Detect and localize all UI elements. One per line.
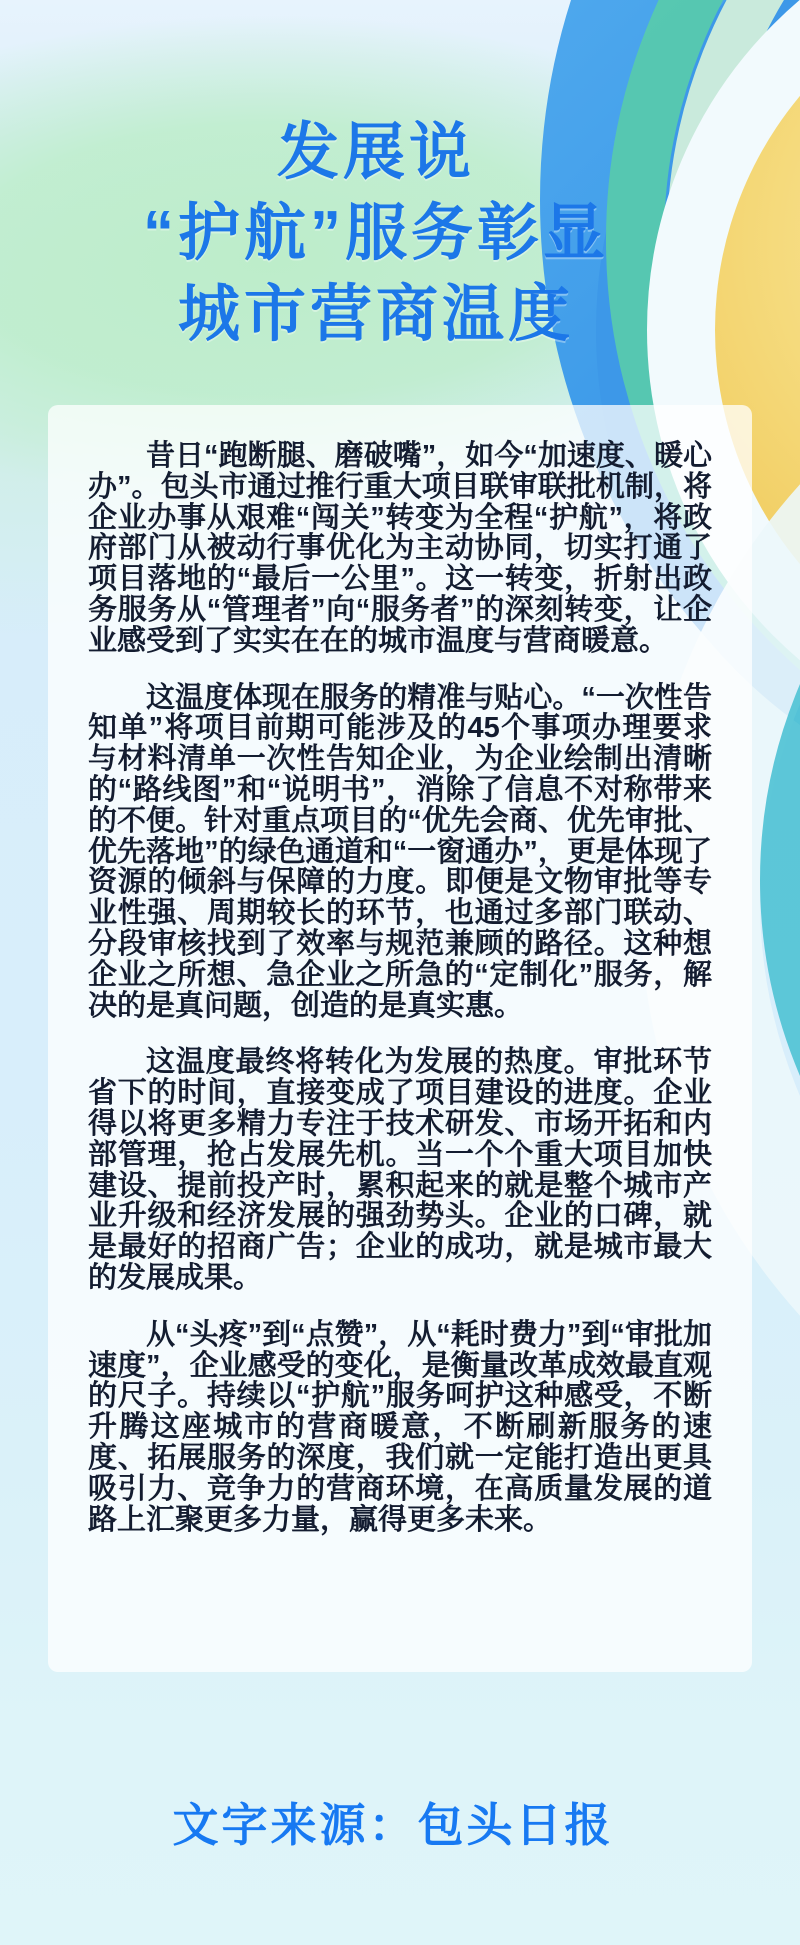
title-line-2: “护航”服务彰显: [142, 199, 609, 268]
article-paragraph-3: 这温度最终将转化为发展的热度。审批环节省下的时间，直接变成了项目建设的进度。企业得以将更多精力专注于技术研发、市场开拓和内部管理，抢占发展先机。当一个个重大项目加快建设、提前投产时，累积起来的就是整个城市产业升级和经济发展的强劲势头。企业的口碑，就是最好的招商广告；企业的成功，就是城市最大的发展成果。: [88, 1046, 712, 1294]
article-card: [48, 405, 752, 1672]
article-paragraph-4: 从“头疼”到“点赞”，从“耗时费力”到“审批加速度”，企业感受的变化，是衡量改革成效最直观的尺子。持续以“护航”服务呵护这种感受，不断升腾这座城市的营商暖意，不断刷新服务的速度、拓展服务的深度，我们就一定能打造出更具吸引力、竞争力的营商环境，在高质量发展的道路上汇聚更多力量，赢得更多未来。: [88, 1318, 712, 1536]
poster-title: [0, 112, 752, 355]
source-credit: 文字来源：包头日报: [172, 1799, 614, 1851]
title-line-3: 城市营商温度: [177, 280, 574, 349]
article-paragraph-1: 昔日“跑断腿、磨破嘴”，如今“加速度、暖心办”。包头市通过推行重大项目联审联批机制，将企业办事从艰难“闯关”转变为全程“护航”，将政府部门从被动行事优化为主动协同，切实打通了项目落地的“最后一公里”。这一转变，折射出政务服务从“管理者”向“服务者”的深刻转变，让企业感受到了实实在在的城市温度与营商暖意。: [88, 440, 712, 657]
title-line-1: 发展说: [276, 118, 475, 187]
article-paragraph-2: 这温度体现在服务的精准与贴心。“一次性告知单”将项目前期可能涉及的45个事项办理要求与材料清单一次性告知企业，为企业绘制出清晰的“路线图”和“说明书”，消除了信息不对称带来的不便。针对重点项目的“优先会商、优先审批、优先落地”的绿色通道和“一窗通办”，更是体现了资源的倾斜与保障的力度。即便是文物审批等专业性强、周期较长的环节，也通过多部门联动、分段审核找到了效率与规范兼顾的路径。这种想企业之所想、急企业之所急的“定制化”服务，解决的是真问题，创造的是真实惠。: [88, 681, 712, 1022]
